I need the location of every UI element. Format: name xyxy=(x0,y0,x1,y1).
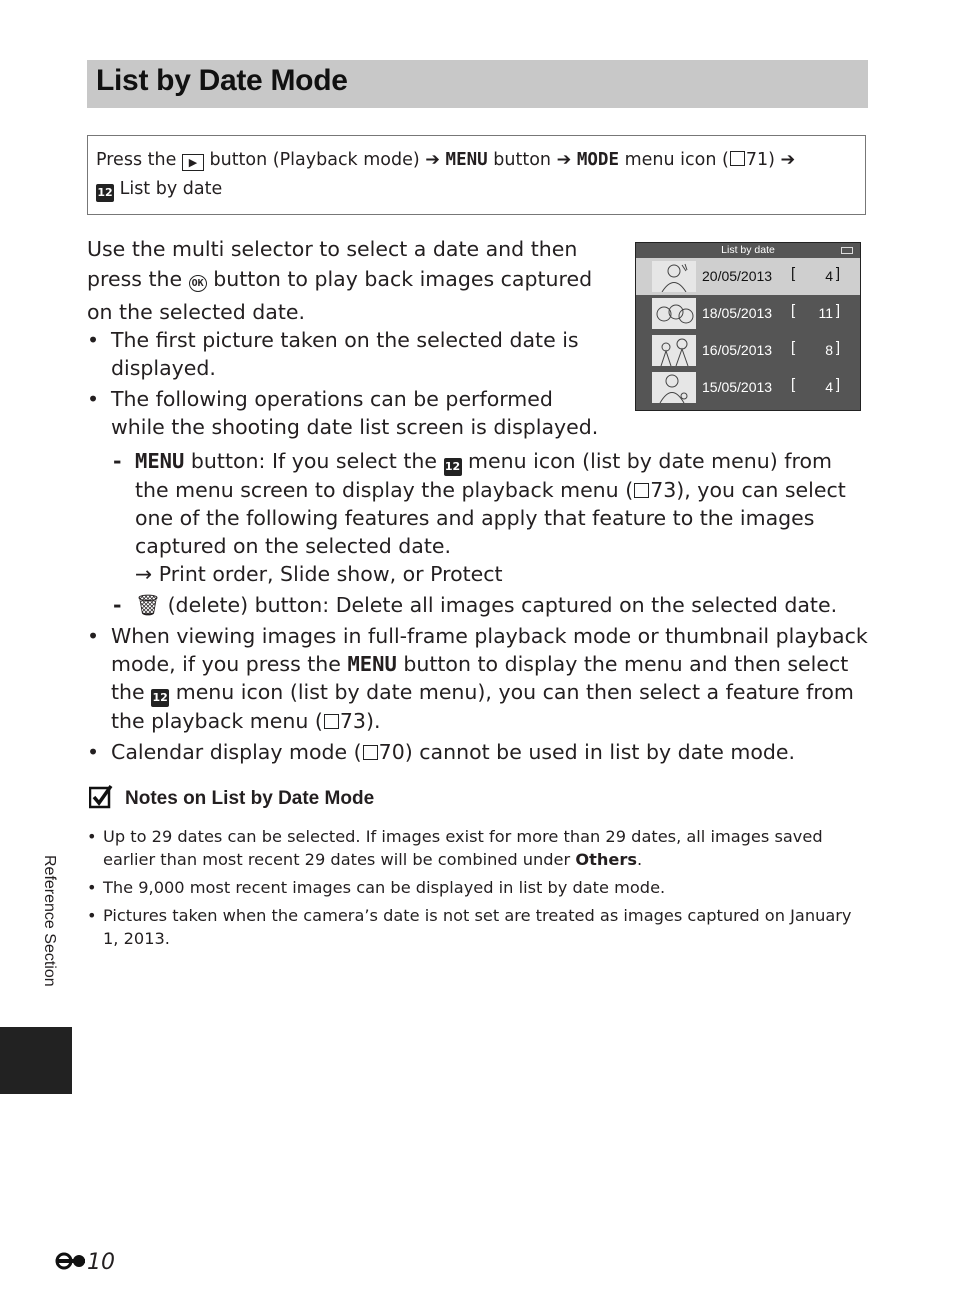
intro-paragraph: Use the multi selector to select a date and then press the OK button to play back images captured on the selected date. xyxy=(87,237,593,324)
book-icon xyxy=(324,714,339,729)
list-item: • Calendar display mode ( 70) cannot be used in list by date mode. xyxy=(87,738,871,766)
notes-heading: Notes on List by Date Mode xyxy=(89,784,374,810)
section-tab xyxy=(0,1027,72,1094)
section-label: Reference Section xyxy=(41,855,58,987)
page-number: 10 xyxy=(55,1250,115,1275)
notes-list xyxy=(87,825,872,955)
page-title: List by Date Mode xyxy=(96,64,348,97)
playback-button-icon: ▶ xyxy=(182,154,204,171)
menu-button-icon: MENU xyxy=(135,449,185,473)
trash-icon: 🗑 xyxy=(135,593,162,617)
sub-list xyxy=(111,447,871,619)
lcd-header: List by date xyxy=(636,243,860,258)
thumbnail-image xyxy=(652,298,696,329)
date-list-item: 18/05/2013 [ 11 ] xyxy=(636,295,860,332)
list-item: • The 9,000 most recent images can be displayed in list by date mode. xyxy=(87,876,872,899)
arrow-icon: ➔ xyxy=(780,150,796,170)
date-list-item: 20/05/2013 [ 4 ] xyxy=(636,258,860,295)
date-list-item: 16/05/2013 [ 8 ] xyxy=(636,332,860,369)
list-item: - 🗑 (delete) button: Delete all images captured on the selected date. xyxy=(111,591,871,619)
mode-icon: MODE xyxy=(576,150,619,170)
thumbnail-image xyxy=(652,261,696,292)
list-item: - MENU button: If you select the 12 menu icon (list by date menu) from the menu screen to display the playback menu ( 73), you can select one of the following features and apply that feature to the images captured on the selected date. → Print order, Slide show, or Protect xyxy=(111,447,871,588)
book-icon xyxy=(730,151,745,166)
checkmark-icon xyxy=(89,784,113,810)
list-by-date-icon: 12 xyxy=(444,458,462,476)
e-reference-icon xyxy=(55,1251,87,1271)
menu-button-icon: MENU xyxy=(445,150,488,170)
arrow-icon: ➔ xyxy=(556,150,572,170)
list-by-date-icon: 12 xyxy=(96,184,114,202)
list-item: • The following operations can be performed while the shooting date list screen is displayed. - MENU button: If you select the 12 menu icon (list by date menu) from the menu screen to display the playback menu ( 73), you can select one of the following features and apply that feature to the images captured on the selected date. → Print order, Slide show, or Protect - 🗑 (delete) button: Delete all images captured on the selected date. xyxy=(87,385,611,619)
menu-path-box: Press the ▶ button (Playback mode) ➔ MENU button ➔ MODE menu icon ( 71) ➔ 12 List by date xyxy=(87,135,866,215)
title-bar xyxy=(87,60,868,108)
date-list-item: 15/05/2013 [ 4 ] xyxy=(636,369,860,406)
book-icon xyxy=(363,745,378,760)
list-item: • The first picture taken on the selected date is displayed. xyxy=(87,326,611,382)
battery-icon xyxy=(841,247,853,254)
book-icon xyxy=(634,483,649,498)
list-item: • Up to 29 dates can be selected. If images exist for more than 29 dates, all images saved earlier than most recent 29 dates will be combined under Others. xyxy=(87,825,872,871)
list-item: • When viewing images in full-frame playback mode or thumbnail playback mode, if you press the MENU button to display the menu and then select the 12 menu icon (list by date menu), you can then select a feature from the playback menu ( 73). xyxy=(87,622,871,735)
menu-button-icon: MENU xyxy=(347,652,397,676)
arrow-icon: ➔ xyxy=(425,150,440,170)
list-item: • Pictures taken when the camera’s date is not set are treated as images captured on January 1, 2013. xyxy=(87,904,872,950)
ok-button-icon: OK xyxy=(189,275,207,292)
bullet-list xyxy=(87,326,872,769)
list-by-date-icon: 12 xyxy=(151,689,169,707)
